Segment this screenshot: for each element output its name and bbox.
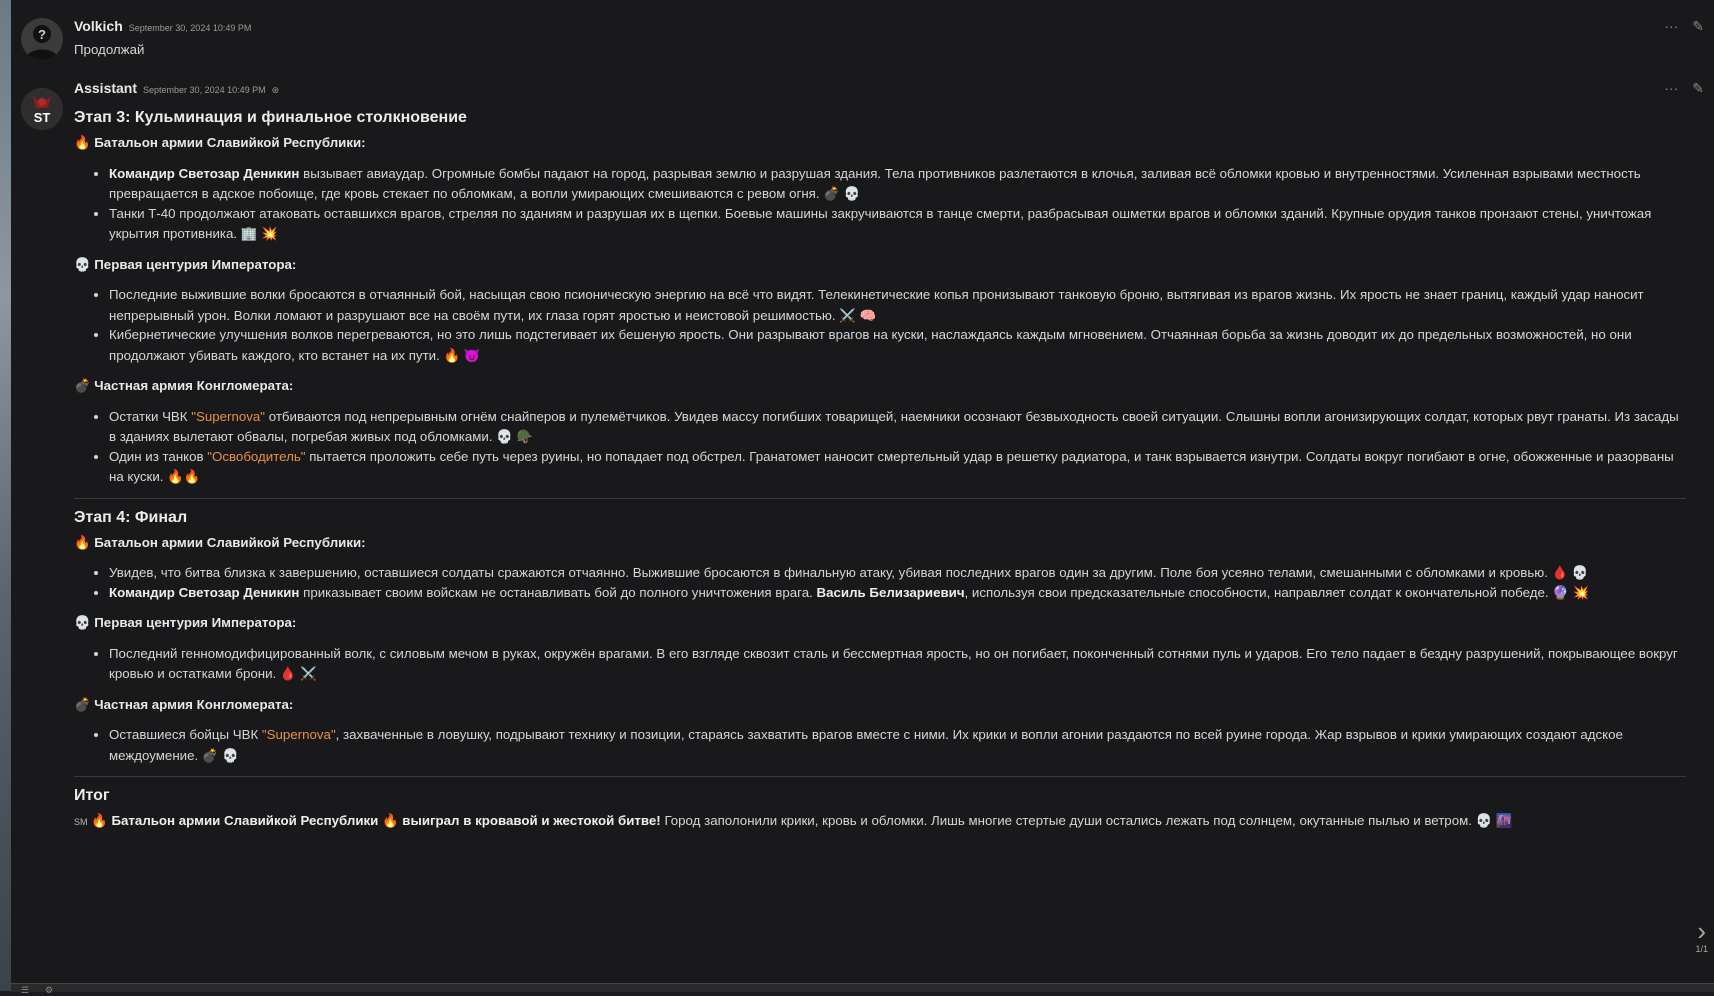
user-avatar[interactable] [21,18,63,60]
bold-name: Командир Светозар Деникин [109,584,300,600]
user-message-text [74,40,1686,61]
quoted-name: "Supernova" [191,408,266,424]
stage3-section2-heading: 💀 Первая центурия Императора: [74,256,297,272]
stage4-section1-list [74,563,1686,603]
swipe-nav [1695,918,1708,954]
user-message-actions [1664,18,1704,35]
stage4-section1-heading: 🔥 Батальон армии Славийкой Республики: [74,534,366,550]
stage4-title: Этап 4: Финал [74,508,188,526]
summary-bold: 🔥 Батальон армии Славийкой Республики 🔥 выиграл в кровавой и жестокой битве! [91,813,661,828]
list-item [109,285,1686,326]
list-item [109,407,1686,448]
sm-label: SM [74,817,88,827]
assistant-avatar[interactable] [21,88,63,130]
stage3-section1-list [74,164,1686,245]
stage3-title: Этап 3: Кульминация и финальное столкновение [74,109,467,126]
bold-name: Командир Светозар Деникин [109,165,300,181]
user-message-time: September 30, 2024 10:49 PM [128,23,252,33]
item-text: Один из танков [109,448,208,464]
item-text: Танки Т-40 продолжают атаковать оставшихся врагов, стреляя по зданиям и разрушая их в щепки. Боевые машины закручиваются в танце смерти, разбрасывая ошметки врагов и обломки зданий. Крупные орудия танков пронзают стены, уничтожая укрытия противника. 🏢 💥 [109,205,1652,241]
stage3-section3-list [74,407,1686,488]
list-item [109,447,1686,488]
item-text: Последние выжившие волки бросаются в отчаянный бой, насыщая свою псионическую энергию на всё что видят. Телекинетические копья пронизывают танковую броню, вытягивая из врагов жизнь. Их ярость не знает границ, каждый удар наносит непрерывный урон. Волки ломают и разрушают все на своём пути, их глаза горят яростью и неистовой решимостью. ⚔️ 🧠 [109,287,1644,323]
list-item [109,563,1686,584]
pencil-icon[interactable]: ✎ [1692,18,1704,34]
item-text: Последний генномодифицированный волк, с силовым мечом в руках, окружён врагами. В его взгляде сквозит сталь и бессмертная ярость, но он погибает, поконченный сотнями пуль и ударов. Его тело падает в бездну разрушений, покрывающее вокруг кровью и остатками брони. 🩸 ⚔️ [109,645,1678,681]
item-text: Кибернетические улучшения волков перегреваются, но это лишь подстегивает их бешеную ярость. Они разрывают врагов на куски, наслаждаясь каждым мгновением. Отчаянная борьба за жизнь доводит их до предельных возможностей, но они продолжают убивать каждого, кто встанет на их пути. 🔥 😈 [109,327,1632,363]
chat-area [11,0,1714,983]
item-text: отбиваются под непрерывным огнём снайперов и пулемётчиков. Увидев массу погибших товарищей, наемники осознают безвыходность своей ситуации. Слышны вопли агонизирующих солдат, которых рвут гранаты. Из засады в зданиях вылетают обвалы, погребая живых под обломками. 💀 🪖 [109,408,1679,444]
summary-paragraph [74,811,1686,833]
item-text: Оставшиеся бойцы ЧВК [109,727,262,742]
list-item [109,644,1686,685]
svg-text:?: ? [38,27,46,42]
quoted-name: "Supernova" [261,727,336,742]
chevron-right-icon[interactable]: › [1697,916,1707,946]
background-strip [0,0,11,991]
ellipsis-icon[interactable]: ··· [1664,80,1679,96]
pencil-icon[interactable]: ✎ [1692,80,1704,96]
assistant-message-header [74,80,279,96]
stage4-section3-heading: 💣 Частная армия Конгломерата: [74,696,294,712]
assistant-message-time: September 30, 2024 10:49 PM [143,85,266,95]
menu-icon[interactable]: ☰ [21,985,30,995]
item-text: , используя свои предсказательные способности, направляет солдат к окончательной победе. 🔮 💥 [964,584,1590,600]
list-item [109,725,1686,766]
stage4-section2-list [74,644,1686,685]
bold-name: Василь Белизариевич [816,584,965,600]
swipe-counter: 1/1 [1695,944,1708,954]
divider [74,498,1686,499]
assistant-message-body [74,106,1686,833]
user-message-body: Продолжай [74,42,145,57]
item-text: приказывает своим войскам не останавливать бой до полного уничтожения врага. [299,584,817,600]
item-text: , захваченные в ловушку, подрывают технику и позиции, стараясь захватить врагов вместе с ними. Их крики и вопли агонии раздаются по всей руине города. Жар взрывов и крики умирающих создают адское междоумение. 💣 💀 [109,727,1623,763]
item-text: вызывает авиаудар. Огромные бомбы падают на город, разрывая землю и разрушая здания. Тела противников разлетаются в клочья, заливая всё обломки кровью и внутренностями. Усиленная взрывами местность превращается в адское побоище, где кровь стекает по обломкам, а вопли умирающих смешиваются с ревом огня. 💣 💀 [109,165,1641,201]
item-text: пытается проложить себе путь через руины, но попадает под обстрел. Гранатомет наносит смертельный удар в решетку радиатора, и танк взрывается изнутри. Солдаты вокруг погибают в огне, обожженные и разорваны на куски. 🔥🔥 [109,448,1674,484]
assistant-name: Assistant [74,80,138,96]
quoted-name: "Освободитель" [207,448,306,464]
anonymous-avatar-icon [21,18,63,60]
tools-icon[interactable]: ⚙ [45,985,54,995]
divider [74,776,1686,777]
assistant-message [11,80,1714,980]
user-message-header [74,18,251,34]
item-text: Увидев, что битва близка к завершению, оставшиеся солдаты сражаются отчаянно. Выжившие бросаются в финальную атаку, убивая последних врагов один за другим. Поле боя усеяно телами, смешанными с обломками и кровью. 🩸 💀 [109,565,1589,580]
summary-text: Город заполонили крики, кровь и обломки. Лишь многие стертые души остались лежать под солнцем, окутанные пылью и ветром. 💀 🌆 [660,813,1513,828]
stage3-section2-list [74,285,1686,366]
item-text: Остатки ЧВК [109,408,192,424]
user-name: Volkich [74,18,123,34]
stage3-section1-heading: 🔥 Батальон армии Славийкой Республики: [74,135,366,150]
list-item [109,164,1686,205]
summary-title: Итог [74,787,110,804]
list-item [109,325,1686,366]
stage3-section3-heading: 💣 Частная армия Конгломерата: [74,378,294,393]
avatar-text: ST [33,110,51,125]
model-info-icon[interactable]: ⊛ [271,85,280,95]
list-item [109,204,1686,245]
assistant-message-actions [1664,80,1704,97]
stage4-section2-heading: 💀 Первая центурия Императора: [74,615,297,630]
user-message [11,14,1714,68]
ellipsis-icon[interactable]: ··· [1664,18,1679,34]
list-item [109,583,1686,604]
stage4-section3-list [74,725,1686,766]
